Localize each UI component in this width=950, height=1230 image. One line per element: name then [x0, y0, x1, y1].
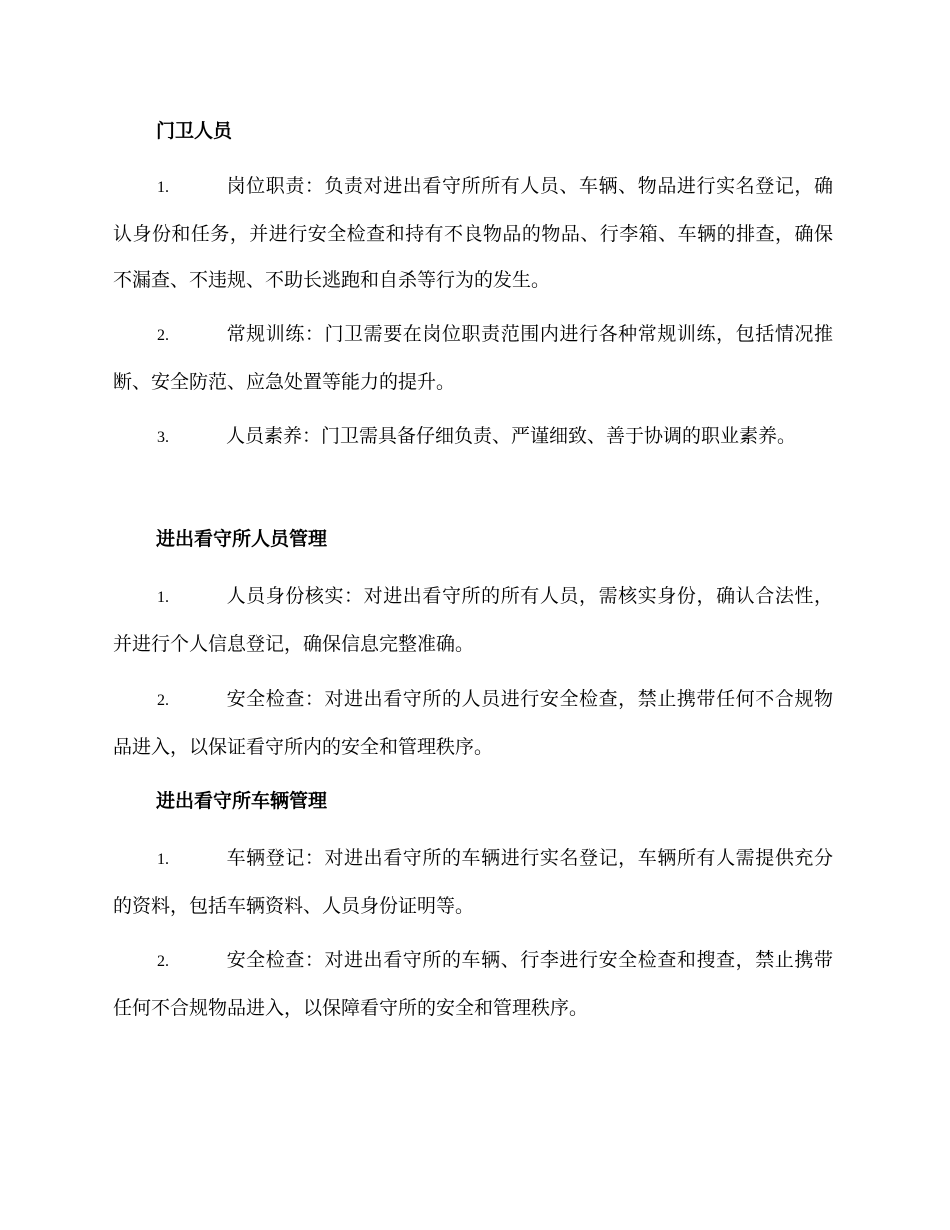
- list-item: [113, 311, 833, 405]
- section-heading-guard: 门卫人员: [156, 120, 233, 142]
- list-item-number: 2.: [157, 692, 169, 709]
- list-item-number: 1.: [157, 179, 169, 196]
- list-item-text: 人员身份核实：对进出看守所的所有人员，需核实身份，确认合法性，并进行个人信息登记，确保信息完整准确。: [113, 585, 833, 655]
- list-item: [113, 413, 833, 461]
- list-item: [113, 937, 833, 1031]
- list-item-number: 2.: [157, 327, 169, 344]
- list-item: [113, 676, 833, 770]
- list-item-text: 安全检查：对进出看守所的车辆、行李进行安全检查和搜查，禁止携带任何不合规物品进入，以保障看守所的安全和管理秩序。: [113, 949, 833, 1019]
- list-item-number: 1.: [157, 589, 169, 606]
- list-item-text: 车辆登记：对进出看守所的车辆进行实名登记，车辆所有人需提供充分的资料，包括车辆资料、人员身份证明等。: [113, 847, 833, 917]
- list-item-text: 岗位职责：负责对进出看守所所有人员、车辆、物品进行实名登记，确认身份和任务，并进行安全检查和持有不良物品的物品、行李箱、车辆的排查，确保不漏查、不违规、不助长逃跑和自杀等行为的发生。: [113, 175, 833, 291]
- list-item: [113, 163, 833, 303]
- section-heading-vehicles: 进出看守所车辆管理: [156, 790, 328, 812]
- section-heading-personnel: 进出看守所人员管理: [156, 528, 328, 550]
- list-item-text: 常规训练：门卫需要在岗位职责范围内进行各种常规训练，包括情况推断、安全防范、应急处置等能力的提升。: [113, 323, 833, 393]
- list-item-number: 2.: [157, 953, 169, 970]
- list-item-number: 1.: [157, 851, 169, 868]
- list-item-number: 3.: [157, 429, 169, 446]
- list-item-text: 安全检查：对进出看守所的人员进行安全检查，禁止携带任何不合规物品进入，以保证看守所内的安全和管理秩序。: [113, 688, 833, 758]
- list-item: [113, 573, 833, 667]
- list-item-text: 人员素养：门卫需具备仔细负责、严谨细致、善于协调的职业素养。: [226, 425, 797, 447]
- list-item: [113, 835, 833, 929]
